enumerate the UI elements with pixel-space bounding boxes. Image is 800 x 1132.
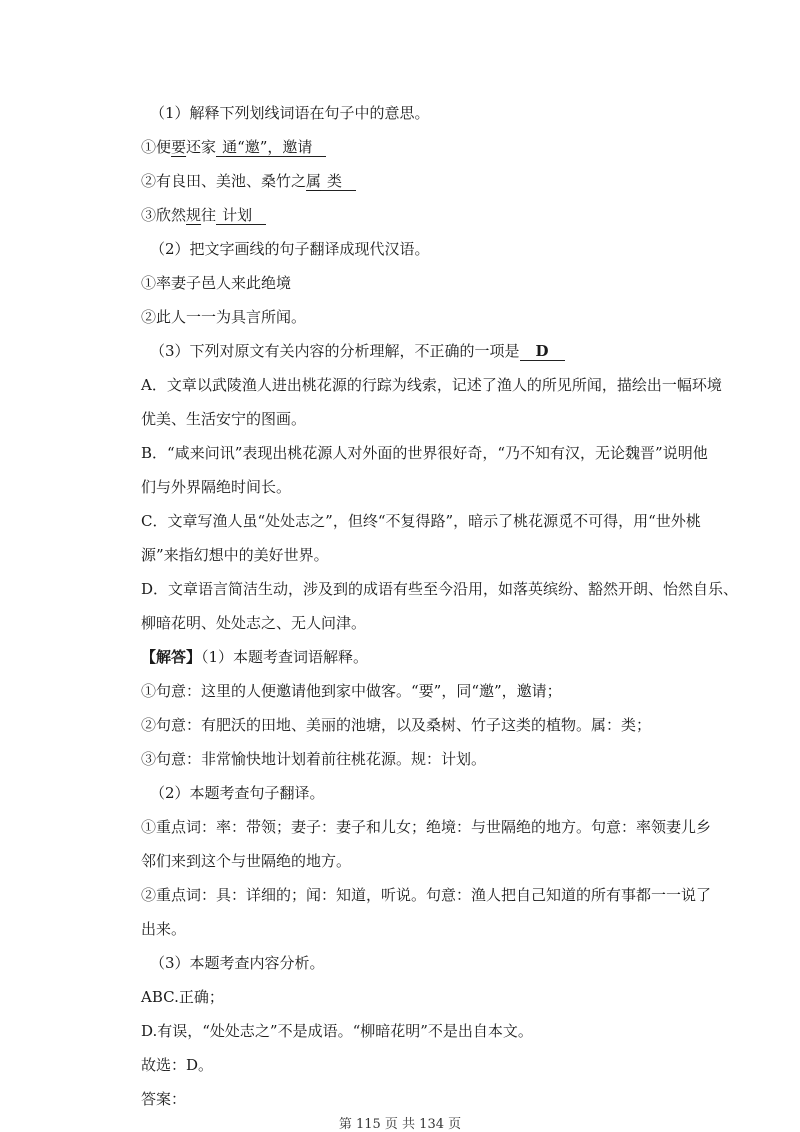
item-text-before: 便 xyxy=(156,138,172,156)
q2-item-2: ②此人一一为具言所闻。 xyxy=(141,308,307,326)
answer-blank: 通“邀”，邀请 xyxy=(216,138,326,157)
q3-answer-blank: D xyxy=(520,342,565,361)
item-text-after: 往 xyxy=(201,206,217,224)
underlined-word: 属 xyxy=(306,172,322,190)
option-a-line-2: 优美、生活安宁的图画。 xyxy=(141,410,307,428)
item-text-before: 欣然 xyxy=(156,206,187,224)
option-d-line-1: D．文章语言简洁生动，涉及到的成语有些至今沿用，如落英缤纷、豁然开朗、怡然自乐、 xyxy=(141,580,739,598)
option-a-line-1: A．文章以武陵渔人进出桃花源的行踪为线索，记述了渔人的所见所闻，描绘出一幅环境 xyxy=(141,376,722,394)
solution-heading xyxy=(141,647,681,667)
q3-heading-text: （3）下列对原文有关内容的分析理解，不正确的一项是 xyxy=(150,342,520,360)
solution-p2-item-2-line-2: 出来。 xyxy=(141,920,187,938)
solution-p3-correct: ABC.正确； xyxy=(141,988,224,1006)
option-b-line-1: B．“咸来问讯”表现出桃花源人对外面的世界很好奇，“乃不知有汉，无论魏晋”说明他 xyxy=(141,444,708,462)
option-c-line-1: C．文章写渔人虽“处处志之”，但终“不复得路”，暗示了桃花源觅不可得，用“世外桃 xyxy=(141,512,701,530)
solution-p2-item-1-line-2: 邻们来到这个与世隔绝的地方。 xyxy=(141,852,352,870)
item-number: ② xyxy=(141,172,157,190)
solution-p1-title: （1）本题考查词语解释。 xyxy=(201,648,369,666)
solution-p1-item-2: ②句意：有肥沃的田地、美丽的池塘，以及桑树、竹子这类的植物。属：类； xyxy=(141,716,652,734)
solution-p2-title: （2）本题考查句子翻译。 xyxy=(150,784,325,802)
solution-answer-label: 答案： xyxy=(141,1090,187,1108)
solution-p1-item-1: ①句意：这里的人便邀请他到家中做客。“要”，同“邀”，邀请； xyxy=(141,682,562,700)
solution-p2-item-2-line-1: ②重点词：具：详细的；闻：知道，听说。句意：渔人把自己知道的所有事都一一说了 xyxy=(141,886,712,904)
item-number: ① xyxy=(141,138,157,156)
solution-p2-item-1-line-1: ①重点词：率：带领；妻子：妻子和儿女；绝境：与世隔绝的地方。句意：率领妻儿乡 xyxy=(141,818,712,836)
solution-p3-title: （3）本题考查内容分析。 xyxy=(150,954,325,972)
solution-choice: 故选：D。 xyxy=(141,1056,214,1074)
q2-item-1: ①率妻子邑人来此绝境 xyxy=(141,274,292,292)
option-d-line-2: 柳暗花明、处处志之、无人问津。 xyxy=(141,614,367,632)
q1-item-1 xyxy=(141,137,681,157)
page-footer: 第 115 页 共 134 页 xyxy=(338,1117,462,1132)
answer-blank: 计划 xyxy=(216,206,266,225)
q1-item-2 xyxy=(141,171,681,191)
solution-p3-wrong: D.有误，“处处志之”不是成语。“柳暗花明”不是出自本文。 xyxy=(141,1022,533,1040)
q2-heading: （2）把文字画线的句子翻译成现代汉语。 xyxy=(150,240,430,258)
item-text-before: 有良田、美池、桑竹之 xyxy=(156,172,307,190)
solution-p1-item-3: ③句意：非常愉快地计划着前往桃花源。规：计划。 xyxy=(141,750,487,768)
option-b-line-2: 们与外界隔绝时间长。 xyxy=(141,478,292,496)
q1-heading: （1）解释下列划线词语在句子中的意思。 xyxy=(150,104,430,122)
underlined-word: 要 xyxy=(171,138,187,156)
underlined-word: 规 xyxy=(186,206,202,224)
q1-item-3 xyxy=(141,205,681,225)
q3-heading xyxy=(150,341,690,361)
solution-tag: 【解答】 xyxy=(141,648,202,666)
answer-blank: 类 xyxy=(321,172,356,191)
item-text-after: 还家 xyxy=(186,138,217,156)
option-c-line-2: 源”来指幻想中的美好世界。 xyxy=(141,546,329,564)
item-number: ③ xyxy=(141,206,157,224)
